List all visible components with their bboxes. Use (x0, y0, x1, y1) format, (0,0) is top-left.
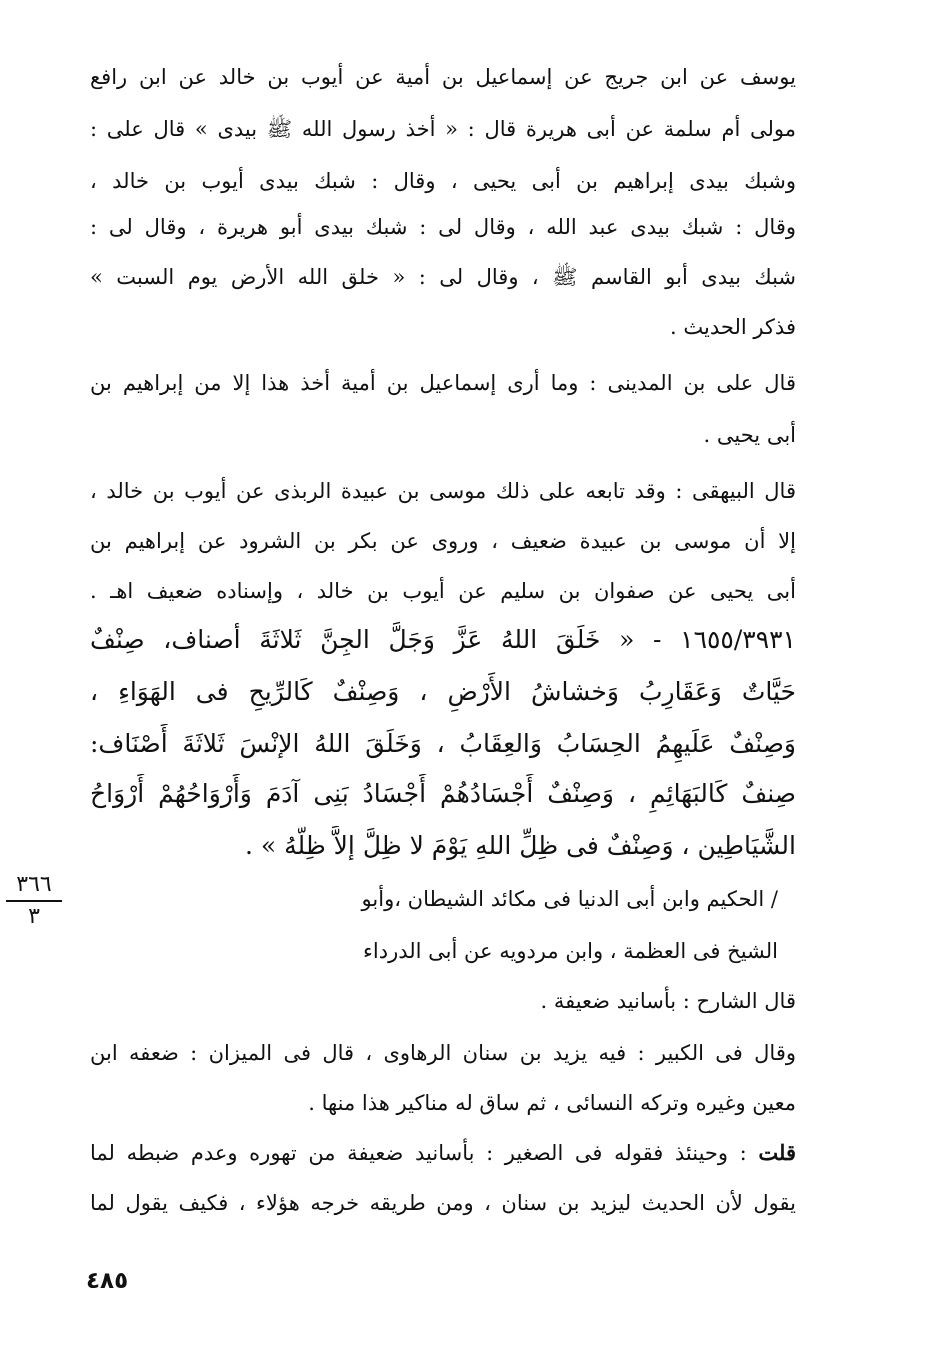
text-line: يوسف عن ابن جريج عن إسماعيل بن أمية عن أيوب بن خالد عن ابن رافع (90, 65, 796, 89)
text-line (90, 1138, 796, 1170)
margin-ref-top: ٣٦٦ (6, 872, 62, 902)
text-line: يقول لأن الحديث ليزيد بن سنان ، ومن طريقه خرجه هؤلاء ، فكيف يقول لما (90, 1191, 796, 1215)
hadith-line: حَيَّاتٌ وَعَقَارِبُ وَخشاشُ الأَرْضِ ، وَصِنْفٌ كَالرِّيحِ فى الهَوَاءِ ، (90, 677, 796, 706)
hadith-line: ١٦٥٥/٣٩٣١ - « خَلَقَ اللهُ عَزَّ وَجَلَّ الجِنَّ ثَلاثَةَ أصناف، صِنْفٌ (90, 625, 796, 654)
text-line: قال البيهقى : وقد تابعه على ذلك موسى بن عبيدة الربذى عن أيوب بن خالد ، (90, 479, 796, 503)
text-line: أبى يحيى عن صفوان بن سليم عن أيوب بن خالد ، وإسناده ضعيف اهـ . (90, 579, 796, 603)
source-line: الشيخ فى العظمة ، وابن مردويه عن أبى الدرداء (363, 939, 778, 963)
text-line: فذكر الحديث . (670, 315, 796, 339)
hadith-line: صِنفٌ كَالبَهَائِمِ ، وَصِنْفٌ أَجْسَادُهُمْ أَجْسَادُ بَنِى آدَمَ وَأَرْوَاحُهُمْ أَرْوَاحُ (90, 779, 796, 808)
text-line: قال الشارح : بأسانيد ضعيفة . (540, 989, 796, 1013)
text-line: مولى أم سلمة عن أبى هريرة قال : « أخذ رسول الله ﷺ بيدى » قال على : (90, 117, 796, 141)
margin-ref-bottom: ٣ (28, 904, 40, 929)
text-line: وقال فى الكبير : فيه يزيد بن سنان الرهاوى ، قال فى الميزان : ضعفه ابن (90, 1041, 796, 1065)
margin-reference (6, 872, 62, 930)
text-line: إلا أن موسى بن عبيدة ضعيف ، وروى عن بكر بن الشرود عن إبراهيم بن (90, 529, 796, 553)
text-line: أبى يحيى . (703, 423, 796, 447)
text-line: قال على بن المدينى : وما أرى إسماعيل بن أمية أخذ هذا إلا من إبراهيم بن (90, 371, 796, 395)
hadith-line: الشَّيَاطِين ، وَصِنْفٌ فى ظِلِّ اللهِ يَوْمَ لا ظِلَّ إلاَّ ظِلُّهُ » . (245, 831, 796, 860)
source-line: / الحكيم وابن أبى الدنيا فى مكائد الشيطان ،وأبو (361, 887, 778, 911)
page-number: ٤٨٥ (86, 1268, 129, 1294)
lead-word: قلت (758, 1140, 796, 1165)
text-line: معين وغيره وتركه النسائى ، ثم ساق له مناكير هذا منها . (308, 1091, 796, 1115)
text-line: وقال : شبك بيدى عبد الله ، وقال لى : شبك بيدى أبو هريرة ، وقال لى : (90, 215, 796, 239)
text-segment: : وحينئذ فقوله فى الصغير : بأسانيد ضعيفة من تهوره وعدم ضبطه لما (90, 1141, 759, 1165)
hadith-line: وَصِنْفٌ عَلَيهِمُ الحِسَابُ وَالعِقَابُ ، وَخَلَقَ اللهُ الإنْسَ ثَلاثَةَ أَصْنَاف: (90, 729, 796, 758)
text-line: وشبك بيدى إبراهيم بن أبى يحيى ، وقال : شبك بيدى أيوب بن خالد ، (90, 169, 796, 193)
text-line: شبك بيدى أبو القاسم ﷺ ، وقال لى : « خلق الله الأرض يوم السبت » (90, 265, 796, 289)
